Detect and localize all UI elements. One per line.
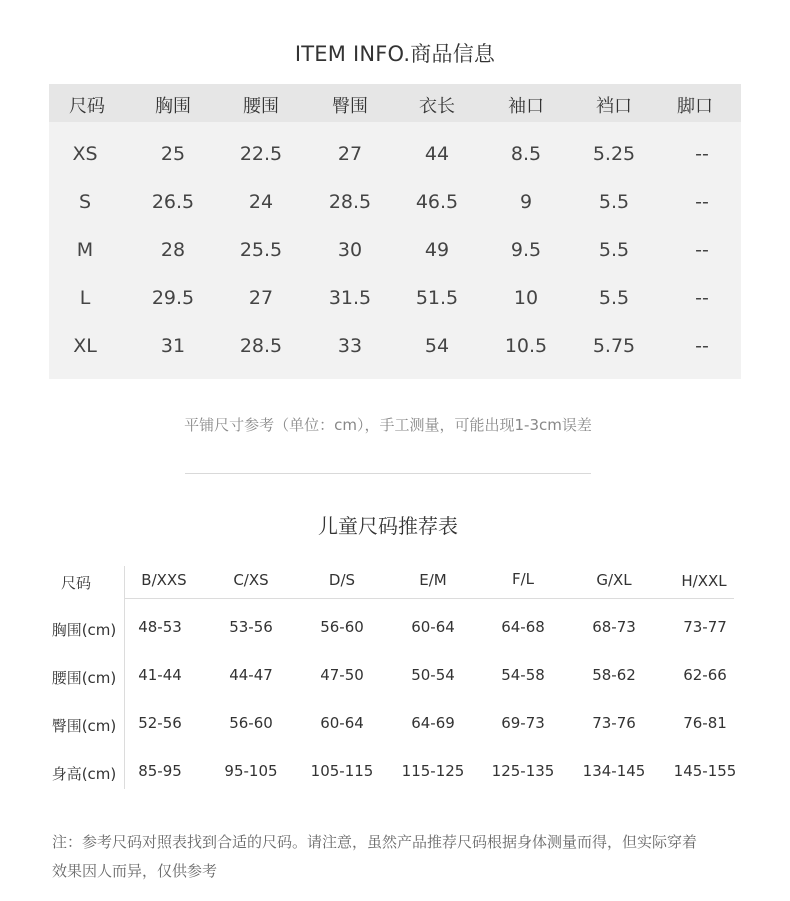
kids-header-size: 尺码 [60,574,91,592]
kids-cell: 52-56 [138,714,182,732]
table-cell: 46.5 [415,191,459,213]
size-table-header [49,84,741,122]
table-cell: 44 [424,143,450,165]
table-cell: -- [695,335,709,357]
kids-cell: 62-66 [683,666,727,684]
footnote-line: 注：参考尺码对照表找到合适的尺码。请注意，虽然产品推荐尺码根据身体测量而得，但实际穿着 [52,833,698,851]
table-cell: 33 [337,335,363,357]
kids-cell: 134-145 [582,762,646,780]
table-cell: 25.5 [239,239,283,261]
footnote-line: 效果因人而异，仅供参考 [52,862,218,880]
table-cell: 49 [424,239,450,261]
header-hip: 臀围 [332,96,368,117]
table-cell: 8.5 [510,143,542,165]
measurement-note: 平铺尺寸参考（单位：cm），手工测量，可能出现1-3cm误差 [184,416,592,434]
table-cell: 26.5 [151,191,195,213]
table-cell: 27 [248,287,274,309]
table-cell: 5.5 [598,287,630,309]
table-cell: XL [73,335,97,357]
kids-cell: 95-105 [224,762,278,780]
kids-cell: 41-44 [138,666,182,684]
table-cell: S [78,191,92,213]
kids-cell: 105-115 [310,762,374,780]
table-cell: 22.5 [239,143,283,165]
table-cell: 29.5 [151,287,195,309]
kids-cell: 53-56 [229,618,273,636]
kids-row-label: 身高(cm) [51,765,117,783]
table-cell: 24 [248,191,274,213]
header-chest: 胸围 [155,96,191,117]
kids-header-cell: B/XXS [141,571,187,589]
kids-cell: 73-77 [683,618,727,636]
table-cell: 28 [160,239,186,261]
header-waist: 腰围 [243,96,279,117]
kids-cell: 47-50 [320,666,364,684]
kids-header-cell: F/L [511,570,535,588]
table-cell: XS [72,143,98,165]
table-cell: 31 [160,335,186,357]
table-cell: L [79,287,91,309]
table-cell: 25 [160,143,186,165]
kids-cell: 50-54 [411,666,455,684]
kids-cell: 68-73 [592,618,636,636]
kids-cell: 125-135 [491,762,555,780]
header-length: 衣长 [419,96,455,117]
item-info-title: ITEM INFO.商品信息 [294,42,496,66]
table-cell: 5.25 [592,143,636,165]
table-cell: 28.5 [239,335,283,357]
table-cell: 28.5 [328,191,372,213]
table-cell: -- [695,191,709,213]
table-cell: M [76,239,94,261]
kids-row-label: 腰围(cm) [51,669,117,687]
table-cell: 10.5 [504,335,548,357]
kids-row-label: 胸围(cm) [51,621,117,639]
kids-cell: 73-76 [592,714,636,732]
kids-cell: 85-95 [138,762,182,780]
kids-cell: 56-60 [229,714,273,732]
kids-cell: 48-53 [138,618,182,636]
kids-cell: 60-64 [320,714,364,732]
kids-header-cell: H/XXL [681,572,727,590]
kids-cell: 115-125 [401,762,465,780]
kids-header-cell: D/S [328,571,356,589]
table-horizontal-line [124,598,734,599]
kids-size-table [0,560,790,800]
table-cell: 9.5 [510,239,542,261]
table-cell: 10 [513,287,539,309]
table-cell: 54 [424,335,450,357]
table-cell: 27 [337,143,363,165]
table-cell: -- [695,287,709,309]
table-cell: 5.75 [592,335,636,357]
header-cuff: 袖口 [508,96,544,117]
kids-cell: 145-155 [673,762,737,780]
table-cell: -- [695,143,709,165]
kids-header-cell: E/M [419,571,447,589]
kids-cell: 69-73 [501,714,545,732]
header-crotch: 裆口 [596,96,632,117]
table-cell: 51.5 [415,287,459,309]
table-cell: -- [695,239,709,261]
kids-cell: 64-69 [411,714,455,732]
kids-header-cell: G/XL [596,571,632,589]
kids-cell: 44-47 [229,666,273,684]
kids-cell: 58-62 [592,666,636,684]
kids-size-title: 儿童尺码推荐表 [318,514,458,538]
table-cell: 5.5 [598,191,630,213]
kids-cell: 56-60 [320,618,364,636]
table-cell: 31.5 [328,287,372,309]
table-cell: 30 [337,239,363,261]
section-divider [185,473,591,474]
header-leg-opening: 脚口 [677,96,713,117]
size-table [49,84,741,379]
kids-header-cell: C/XS [233,571,269,589]
kids-row-label: 臀围(cm) [51,717,117,735]
kids-cell: 60-64 [411,618,455,636]
footnote [52,828,752,886]
table-cell: 9 [519,191,533,213]
header-size: 尺码 [69,96,105,117]
kids-cell: 54-58 [501,666,545,684]
table-cell: 5.5 [598,239,630,261]
kids-cell: 64-68 [501,618,545,636]
kids-cell: 76-81 [683,714,727,732]
